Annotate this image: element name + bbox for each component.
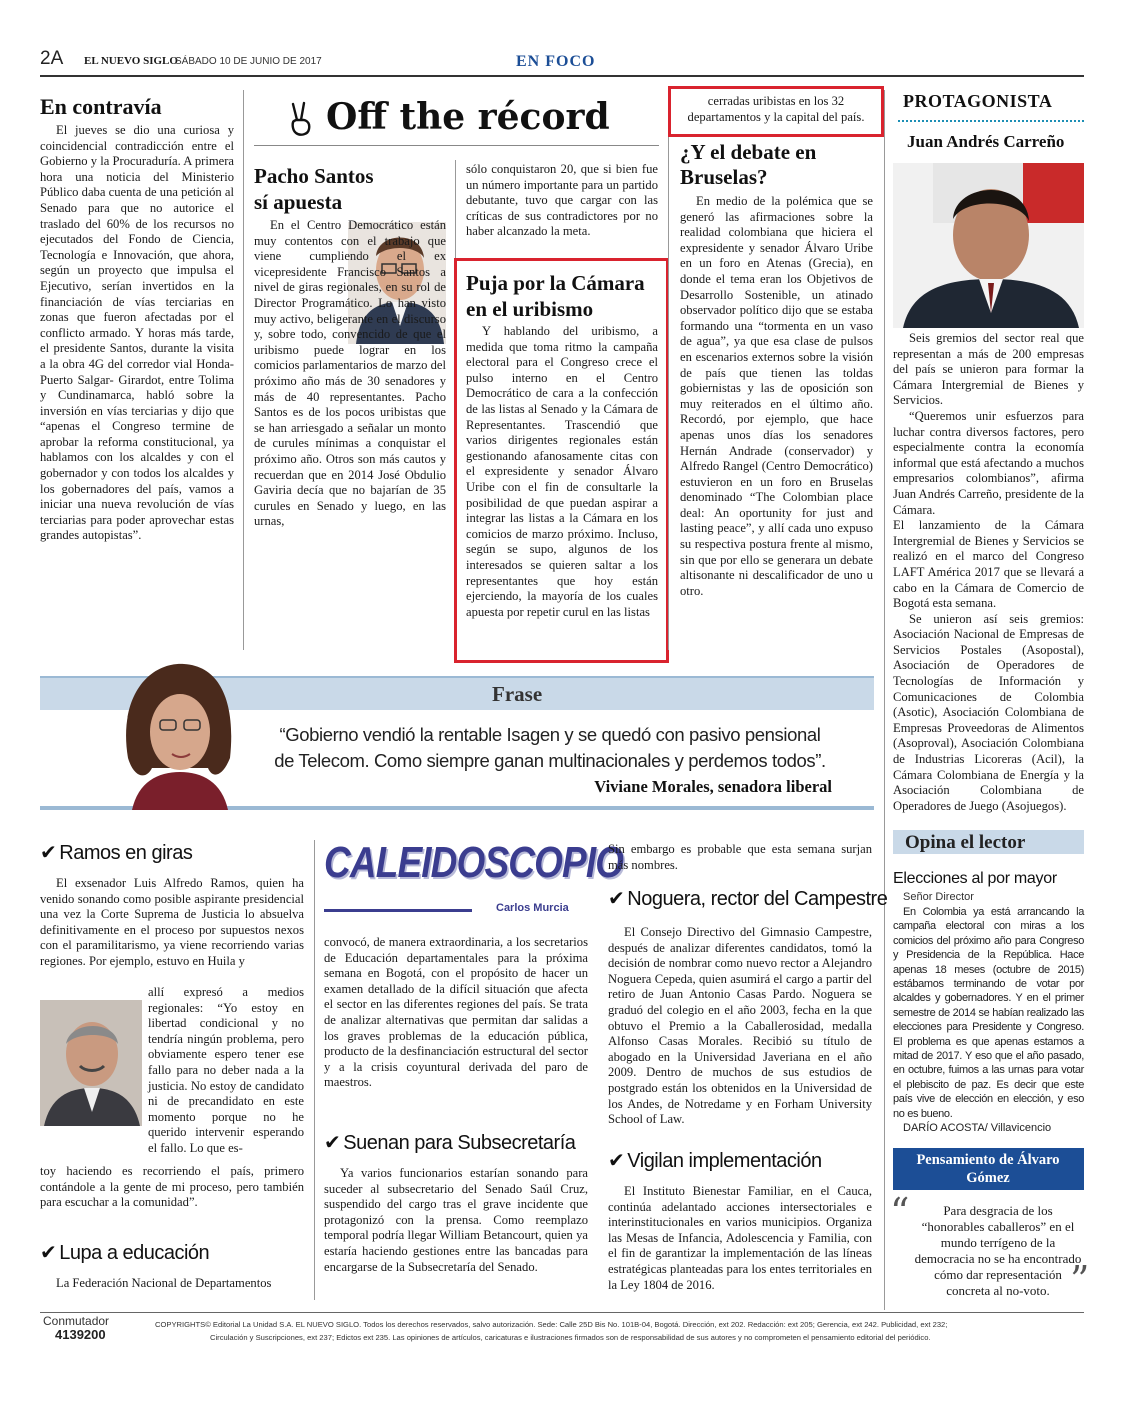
protagonista-text: Seis gremios del sector real que representan a más de 200 empresas del país se unieron para formar la Cámara Intergremial de Bienes y Servicios. “Queremos unir esfuerzos para luchar contra diversos factores, pero especialmente contra la economía informal que está afectando a muchos empresarios colombianos”, afirma Juan Andrés Carreño, presidente de la Cámara. El lanzamiento de la Cámara Intergremial de Bienes y Servicios se realizó en el marco del Congreso LAFT América 2017 que se llevará a cabo en la Cámara de Comercio de Bogotá esta semana. Se unieron así seis gremios: Asociación Nacional de Empresas de Servicios Postales (Asopostal), Asociación de Operadores de Tecnologías de Información y Comunicaciones de Colombia (Asotic), Asociación Colombiana de Empresas Proveedoras de Alimentos (Asoproval), Asociación Colombiana de Industrias Licoreras (Acil), la Cámara Colombiana de Energía y la Asociación Colombiana de Operadores de Juego (Asojuegos). xyxy=(893,331,1084,813)
suenan-text-cont: Sin embargo es probable que esta semana surjan más nombres. xyxy=(608,842,872,872)
checkmark-icon: ✔ xyxy=(40,1240,57,1264)
vigilan-text: El Instituto Bienestar Familiar, en el Cauca, continúa adelantado acciones intersectoriales e interinstitucionales en varios municipios. Organiza las Mesas de Infancia, Adolescencia y Familia, con el fin de garantizar la implementación de las líneas estratégicas planteadas para los entes territoriales en la Ley 1804 de 2016. xyxy=(608,1184,872,1292)
quote-open-icon: “ xyxy=(890,1190,910,1234)
lupa-text-cont: convocó, de manera extraordinaria, a los secretarios de Educación departamentales para la próxima semana en Bogotá, con el propósito de hacer un examen detallado de la difícil situación que afecta el sector en las diferentes regiones del país. Se trata de analizar alternativas que permitan dar salidas a los graves problemas de la educación pública, producto de la desfinanciación estructural del sector y a la crisis coyuntural derivada del paro de maestros. xyxy=(324,935,588,1090)
frase-quote: “Gobierno vendió la rentable Isagen y se quedó con pasivo pensional de Telecom. Como siempre ganan multinacionales y perdemos todos”. xyxy=(274,724,826,771)
protagonista-name: Juan Andrés Carreño xyxy=(907,132,1065,151)
otr-title: Off the récord xyxy=(326,96,610,138)
opina-text: En Colombia ya está arrancando la campaña electoral con miras a los comicios del próximo año para Congreso y Presidencia de la República. Hace apenas 18 meses (octubre de 2015) estábamos terminando de votar por alcaldes y gobernadores. Y en el primer semestre de 2014 se habían realizado las elecciones para Presidente y Congreso. El problema es que apenas estamos a mitad de 2017. Y eso que el año pasado, en octubre, fuimos a las urnas para votar el plebiscito de paz. Es decir que este país vive de elección en elección, y eso no es bueno. xyxy=(893,906,1084,1120)
issue-date: SÁBADO 10 DE JUNIO DE 2017 xyxy=(175,56,322,67)
checkmark-icon: ✔ xyxy=(40,840,57,864)
section-label: EN FOCO xyxy=(516,53,596,70)
pensamiento-label: Pensamiento de Álvaro Gómez xyxy=(916,1152,1060,1186)
column-divider xyxy=(668,90,669,650)
opina-salute: Señor Director xyxy=(903,891,974,903)
victory-hand-icon xyxy=(282,100,320,138)
luis-alfredo-ramos-photo xyxy=(40,1000,142,1126)
column-divider xyxy=(314,840,315,1300)
viviane-morales-photo xyxy=(118,658,238,810)
page-number: 2A xyxy=(40,48,64,69)
quote-close-icon: ” xyxy=(1070,1258,1090,1302)
conmutador-number: 4139200 xyxy=(55,1327,106,1342)
suenan-title: ✔ Suenan para Subsecretaría xyxy=(324,1130,576,1154)
opina-label: Opina el lector xyxy=(905,832,1026,853)
pacho-text-cont: sólo conquistaron 20, que si bien fue un número importante para un partido debutante, tuvo que cargar con las críticas de sus contradictores por no haber alcanzado la meta. xyxy=(466,162,658,239)
caleidoscopio-rule xyxy=(324,909,472,912)
paper-name: EL NUEVO SIGLO xyxy=(84,55,178,67)
en-contravia-title: En contravía xyxy=(40,94,162,119)
protagonista-label: PROTAGONISTA xyxy=(903,91,1053,111)
column-divider xyxy=(243,90,244,650)
puja-text: Y hablando del uribismo, a medida que toma ritmo la campaña electoral para el Congreso crece el pulso interno en el Centro Democrático de cara a la confección de las listas al Senado y la Cámara de Representantes. Trascendió que varios dirigentes regionales están gestionando afanosamente citas con el expresidente y senador Álvaro Uribe con el fin de consultarle la posibilidad de que puedan aspirar a integrar las listas a la Cámara en los comicios de marzo próximo. Incluso, según se supo, algunos de los interesados se quieren saltar a los representantes que hoy están ejerciendo, la mayoría de los cuales apuesta por repetir curul en las listas xyxy=(466,324,658,619)
ramos-text-a: El exsenador Luis Alfredo Ramos, quien ha venido sonando como posible aspirante presidencial una vez la Corte Suprema de Justicia lo absuelva definitivamente en el proceso por supuestos nexos con el paramilitarismo, ya viene recorriendo varias regiones. Por ejemplo, estuvo en Huila y xyxy=(40,876,304,968)
footer-line-1: COPYRIGHTS© Editorial La Unidad S.A. EL NUEVO SIGLO. Todos los derechos reservados, salvo autorización. Sede: Calle 25D Bis No. 101B-04, Bogotá. Dirección, ext 202. Redacción: ext 205; Gerencia, ext 242. Publicidad, ext 232; xyxy=(155,1320,948,1329)
conmutador-label: Conmutador xyxy=(43,1314,110,1328)
ramos-text-b: allí expresó a medios regionales: “Yo estoy en libertad condicional y no tendría ningún problema, pero obviamente espero tener ese fallo para no deber nada a la justicia. No estoy de candidato ni de precandidato en este momento porque no he querido intervenir esperando el fallo. Lo que es- xyxy=(148,985,304,1155)
otr-rule xyxy=(254,145,659,146)
puja-text-cont: cerradas uribistas en los 32 departamentos y la capital del país. xyxy=(687,94,865,124)
puja-title: Puja por la Cámara en el uribismo xyxy=(466,271,645,321)
column-divider xyxy=(884,90,885,1310)
pacho-text: En el Centro Democrático están muy contentos con el trabajo que viene cumpliendo el ex vicepresidente Francisco Santos a nivel de giras regionales, en su rol de Director Programático. Lo han visto muy activo, beligerante en el discurso y, sobre todo, convencido de que el uribismo puede lograr en los comicios parlamentarios de marzo del próximo año más de 30 senadores y más de 40 representantes. Pacho Santos es de los pocos uribistas que se han arriesgado a señalar un monto de curules mínimas a conquistar el próximo año. Otros son más cautos y recuerdan que en 2014 José Obdulio Gaviria decía que no bajarían de 35 curules en Senado y luego, en las urnas, xyxy=(254,218,446,529)
suenan-text: Ya varios funcionarios estarían sonando para suceder al subsecretario del Senado Saúl Cruz, suspendido del cargo tras el grave incidente que protagonizó con la prensa. Como reemplazo temporal podría llegar William Betancourt, quien ya estaría haciendo gestiones entre las bancadas para encargarse de la Subsecretaría del Senado. xyxy=(324,1166,588,1274)
opina-title: Elecciones al por mayor xyxy=(893,870,1057,887)
frase-label: Frase xyxy=(492,682,543,706)
pacho-title: Pacho Santos sí apuesta xyxy=(254,164,374,214)
header-rule xyxy=(40,75,1084,77)
frase-author: Viviane Morales, senadora liberal xyxy=(594,777,832,796)
bruselas-text: En medio de la polémica que se generó las afirmaciones sobre la realidad colombiana que hiciera el expresidente y senador Álvaro Uribe en un foro en Atenas (Grecia), en donde el tema eran los Objetivos de Desarrollo Sostenible, un atinado observador político dijo que se estaba formando una “tormenta en un vaso de agua”, ya que esa clase de pulsos en escenarios externos sobre la visión de país que tienen las toldas gobiernistas y las de oposición son muy reiterados en el último año. Recordó, por ejemplo, que hace apenas unos días los senadores Hernán Andrade (conservador) y Alfredo Rangel (Centro Democrático) estuvieron en un foro en Bruselas denominado “The Colombian place deal: An oportunity for just and lasting peace”, y allí cada uno expuso su respectiva postura frente al mismo, sin que por ello se generara un debate altisonante ni descalificador de uno u otro. xyxy=(680,194,873,598)
bruselas-title: ¿Y el debate en Bruselas? xyxy=(680,140,817,189)
ramos-title: ✔ Ramos en giras xyxy=(40,840,193,864)
checkmark-icon: ✔ xyxy=(324,1130,341,1154)
protagonista-photo xyxy=(893,163,1084,328)
lupa-text: La Federación Nacional de Departamentos xyxy=(56,1276,272,1290)
opina-signature: DARÍO ACOSTA/ Villavicencio xyxy=(903,1122,1052,1134)
checkmark-icon: ✔ xyxy=(608,1148,625,1172)
ramos-text-c: toy haciendo es recorriendo el país, primero contándole a la gente de mi proceso, pero también para escuchar a la comunidad”. xyxy=(40,1164,304,1210)
caleidoscopio-title: CALEIDOSCOPIO xyxy=(324,838,624,887)
protagonista-dotted-rule xyxy=(898,120,1084,122)
vigilan-title: ✔ Vigilan implementación xyxy=(608,1148,822,1172)
en-contravia-text: El jueves se dio una curiosa y coincidencial contradicción entre el Gobierno y la Procuraduría. A primera hora una noticia del Ministerio Público daba cuenta de una petición al Senado para que no autorice el traslado del 60% de los recursos no ejecutados del Fondo de Ciencia, Tecnología e Innovación, que ahora, según un proyecto que impulsa el Ejecutivo, serían invertidos en la financiación de vías terciarias en zonas que fueron afectadas por el conflicto armado. Y horas más tarde, el presidente Santos, durante la visita a la obra 4G del corredor vial Honda-Puerto Salgar- Girardot, entre Tolima y Cundinamarca, habló sobre la inversión en vías terciarias y dijo que “apenas el Congreso termine de aprobar la reforma constitucional, ya hablamos con los alcaldes y con el gobernador y con todos los alcaldes y los gobernadores del país, vamos a iniciar una nueva revolución de vías terciarias para poder aprovechar estas grandes autopistas”. xyxy=(40,123,234,543)
caleidoscopio-author: Carlos Murcia xyxy=(496,902,569,914)
footer-rule xyxy=(40,1312,1084,1313)
noguera-text: El Consejo Directivo del Gimnasio Campestre, después de analizar diferentes candidatos, tomó la decisión de nombrar como nuevo rector a Alejandro Noguera Cepeda, quien asumirá el cargo a partir del retiro de Juan Antonio Casas Pardo. Noguera se graduó del colegio en el año 2003, fecha en la que obtuvo el Premio a la Caballerosidad, medalla Alfonso Casas Morales. Recibió su título de abogado en la Universidad Javeriana en el año 2009. Dentro de muchos de sus estudios de postgrado están los obtenidos en la Universidad de los Andes, de Notredame y en Forham University School of Law. xyxy=(608,925,872,1127)
footer-line-2: Circulación y Suscripciones, ext 237; Edictos ext 235. Las opiniones de artículos, caricaturas e ilustraciones firmados son de responsabilidad de sus autores y no comprometen el pensamiento editorial del periódico. xyxy=(210,1333,931,1342)
pensamiento-text: Para desgracia de los “honorables caballeros” en el mundo terrígeno de la democracia no se ha encontrado cómo dar representación concreta al no-voto. xyxy=(914,1203,1082,1298)
noguera-title: ✔ Noguera, rector del Campestre xyxy=(608,886,888,910)
lupa-title: ✔ Lupa a educación xyxy=(40,1240,210,1264)
checkmark-icon: ✔ xyxy=(608,886,625,910)
